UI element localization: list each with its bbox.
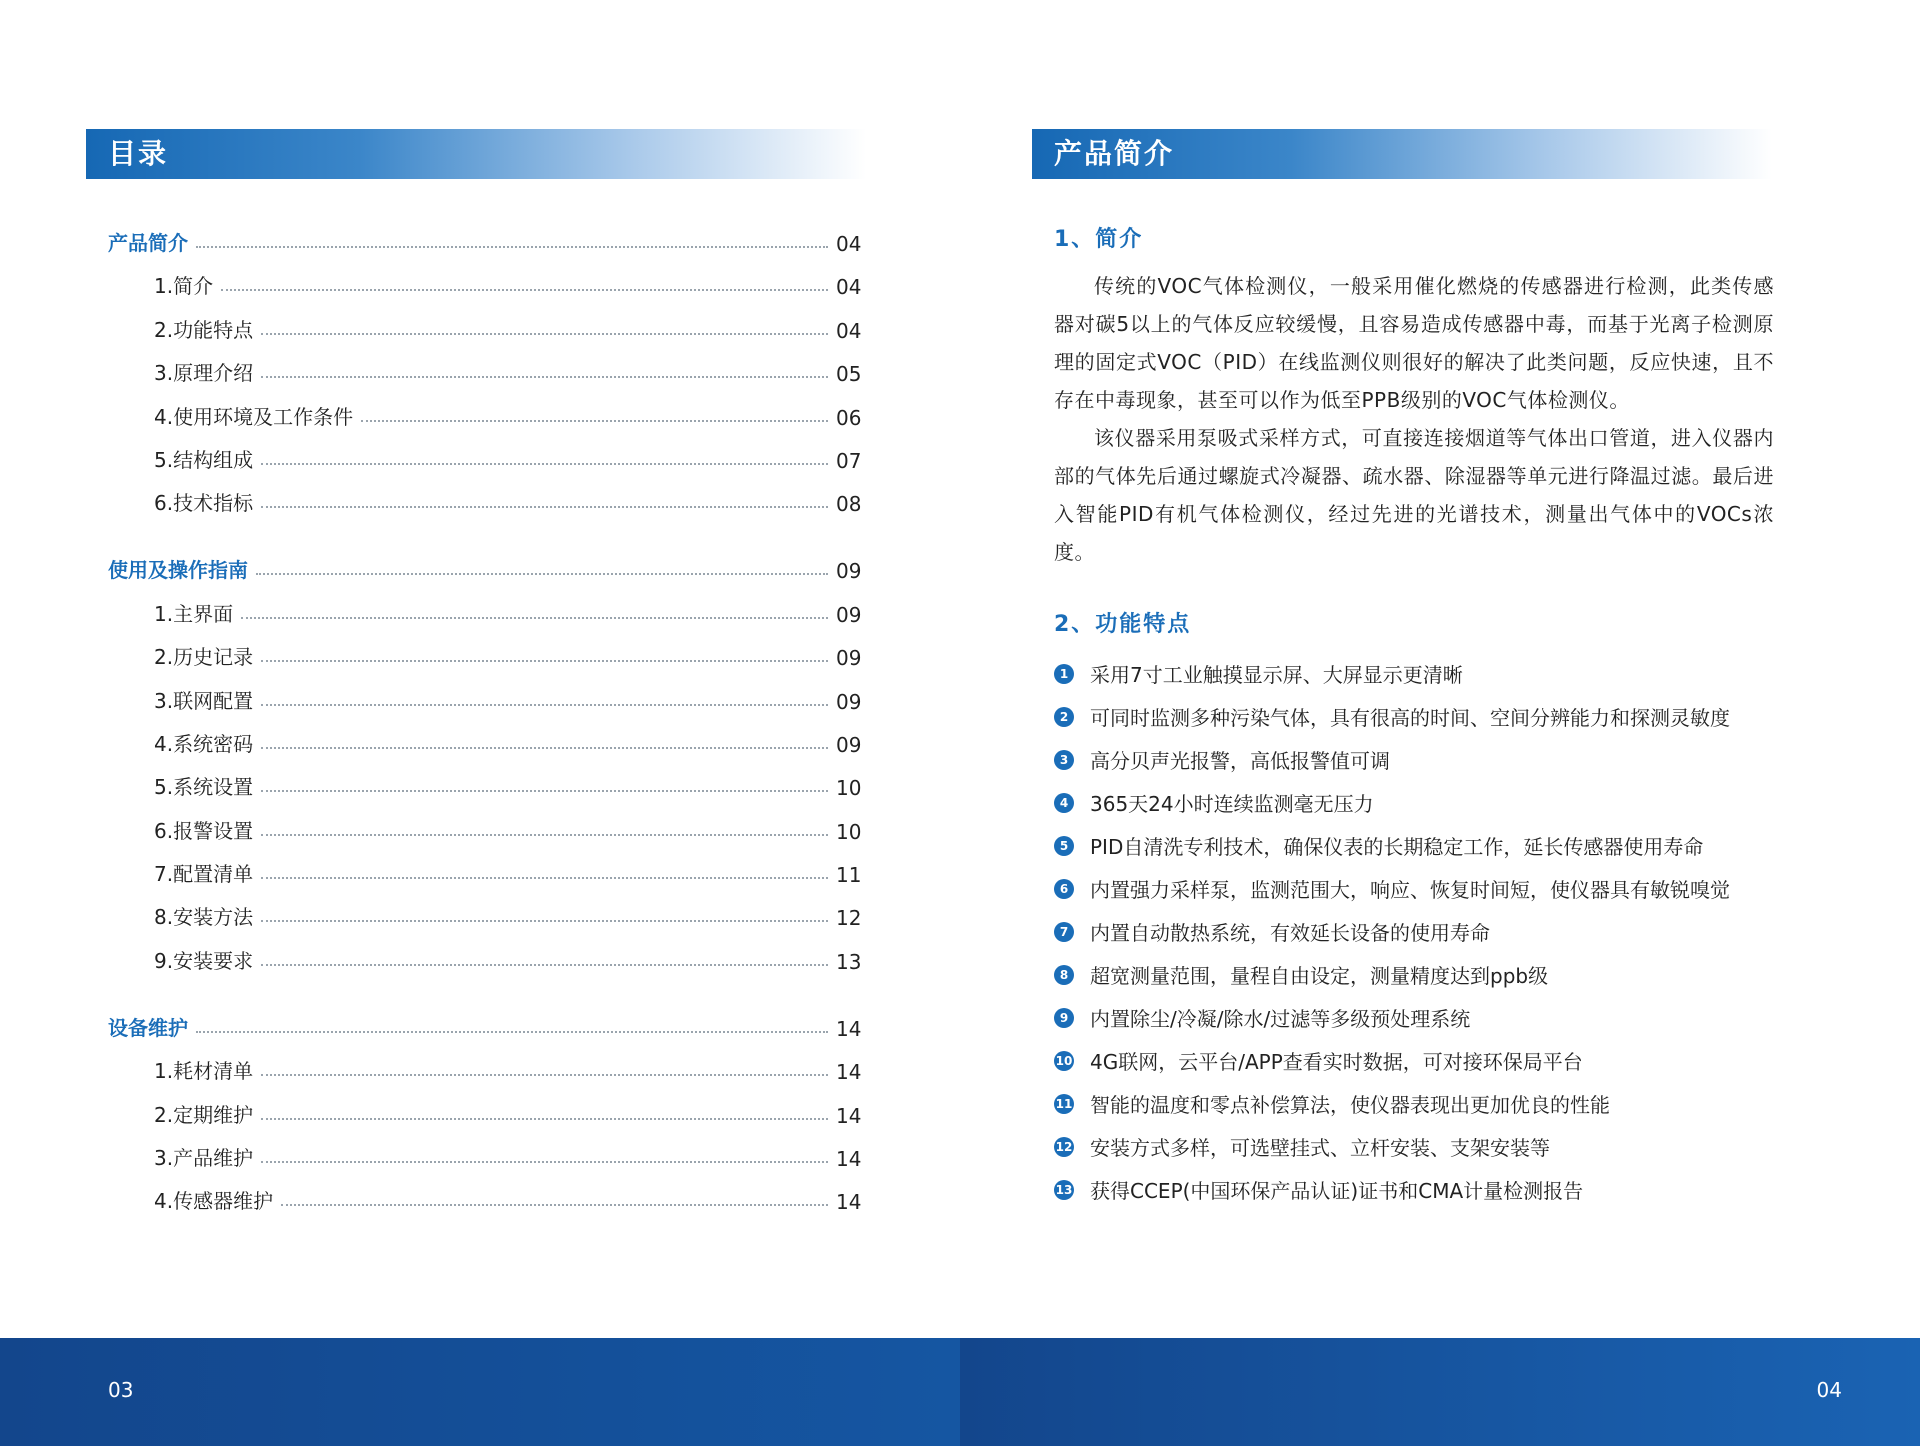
- intro-heading: 1、简介: [1054, 227, 1144, 252]
- toc-entry[interactable]: [108, 262, 866, 305]
- toc-entry[interactable]: [108, 1177, 866, 1220]
- toc-entry[interactable]: [108, 676, 866, 719]
- toc-entry[interactable]: [108, 479, 866, 522]
- toc-entry-page: 09: [836, 602, 862, 627]
- dotted-leader: [281, 1204, 828, 1206]
- toc-entry[interactable]: [108, 436, 866, 479]
- right-footer: [960, 1338, 1920, 1446]
- feature-item: [1054, 1125, 1774, 1168]
- toc-entry-page: 07: [836, 448, 862, 473]
- toc-entry-page: 09: [836, 732, 862, 757]
- toc-entry-page: 14: [836, 1016, 862, 1041]
- dotted-leader: [261, 333, 828, 335]
- feature-text: 可同时监测多种污染气体，具有很高的时间、空间分辨能力和探测灵敏度: [1090, 706, 1730, 730]
- right-page: [960, 0, 1920, 1446]
- dotted-leader: [261, 1074, 828, 1076]
- feature-item: [1054, 910, 1774, 953]
- toc-entry[interactable]: [108, 763, 866, 806]
- toc-entry[interactable]: [108, 589, 866, 632]
- toc-title: 目录: [86, 129, 866, 179]
- feature-text: 内置除尘/冷凝/除水/过滤等多级预处理系统: [1090, 1007, 1471, 1031]
- toc-section: [108, 1007, 866, 1221]
- dotted-leader: [261, 790, 828, 792]
- feature-text: 安装方式多样，可选壁挂式、立杆安装、支架安装等: [1090, 1136, 1550, 1160]
- feature-text: 超宽测量范围，量程自由设定，测量精度达到ppb级: [1090, 964, 1549, 988]
- number-badge-icon: 1: [1054, 664, 1074, 684]
- page-number: 04: [1816, 1378, 1842, 1402]
- feature-item: [1054, 1168, 1774, 1211]
- number-badge-icon: 12: [1054, 1137, 1074, 1157]
- feature-text: 获得CCEP(中国环保产品认证)证书和CMA计量检测报告: [1090, 1179, 1584, 1203]
- number-badge-icon: 6: [1054, 879, 1074, 899]
- dotted-leader: [261, 376, 828, 378]
- toc-entry-label: 3.联网配置: [154, 688, 254, 713]
- number-badge-icon: 11: [1054, 1094, 1074, 1114]
- toc-entry-page: 04: [836, 232, 862, 256]
- feature-list: [1054, 652, 1774, 1211]
- left-footer: [0, 1338, 960, 1446]
- toc-entry-page: 10: [836, 819, 862, 844]
- number-badge-icon: 3: [1054, 750, 1074, 770]
- product-intro-content: [1054, 222, 1774, 1211]
- dotted-leader: [261, 506, 828, 508]
- toc-entry-page: 14: [836, 1103, 862, 1128]
- feature-item: [1054, 1082, 1774, 1125]
- toc-entry-page: 14: [836, 1060, 862, 1085]
- dotted-leader: [261, 704, 828, 706]
- feature-item: [1054, 695, 1774, 738]
- toc-entry[interactable]: [108, 720, 866, 763]
- number-badge-icon: 2: [1054, 707, 1074, 727]
- number-badge-icon: 5: [1054, 836, 1074, 856]
- feature-item: [1054, 652, 1774, 695]
- dotted-leader: [261, 1118, 828, 1120]
- number-badge-icon: 13: [1054, 1180, 1074, 1200]
- feature-item: [1054, 738, 1774, 781]
- table-of-contents: [108, 222, 866, 1247]
- toc-entry-page: 06: [836, 405, 862, 430]
- feature-text: PID自清洗专利技术，确保仪表的长期稳定工作，延长传感器使用寿命: [1090, 835, 1704, 859]
- toc-entry-page: 10: [836, 776, 862, 801]
- toc-entry[interactable]: [108, 850, 866, 893]
- toc-section-heading[interactable]: [108, 549, 866, 589]
- toc-entry-label: 5.结构组成: [154, 447, 254, 472]
- toc-entry-page: 05: [836, 362, 862, 387]
- toc-entry[interactable]: [108, 392, 866, 435]
- toc-entry[interactable]: [108, 1090, 866, 1133]
- number-badge-icon: 4: [1054, 793, 1074, 813]
- number-badge-icon: 8: [1054, 965, 1074, 985]
- toc-entry-page: 09: [836, 689, 862, 714]
- toc-entry-label: 2.历史记录: [154, 645, 254, 670]
- toc-entry-label: 2.定期维护: [154, 1102, 254, 1127]
- toc-entry[interactable]: [108, 349, 866, 392]
- dotted-leader: [241, 617, 828, 619]
- toc-section-heading[interactable]: [108, 1007, 866, 1047]
- dotted-leader: [261, 834, 828, 836]
- dotted-leader: [261, 877, 828, 879]
- feature-text: 高分贝声光报警，高低报警值可调: [1090, 749, 1390, 773]
- feature-item: [1054, 1039, 1774, 1082]
- toc-section: [108, 222, 866, 522]
- toc-entry-page: 11: [836, 863, 862, 888]
- features-section: [1054, 607, 1774, 1211]
- toc-entry-page: 13: [836, 949, 862, 974]
- feature-item: [1054, 867, 1774, 910]
- toc-entry-label: 使用及操作指南: [108, 558, 248, 583]
- toc-entry-label: 9.安装要求: [154, 948, 254, 973]
- toc-entry-label: 产品简介: [108, 231, 188, 255]
- dotted-leader: [261, 747, 828, 749]
- toc-entry[interactable]: [108, 1047, 866, 1090]
- toc-entry-label: 1.简介: [154, 274, 214, 299]
- feature-text: 内置自动散热系统，有效延长设备的使用寿命: [1090, 921, 1490, 945]
- feature-text: 智能的温度和零点补偿算法，使仪器表现出更加优良的性能: [1090, 1093, 1610, 1117]
- dotted-leader: [256, 573, 828, 575]
- toc-entry-page: 14: [836, 1190, 862, 1215]
- feature-item: [1054, 996, 1774, 1039]
- toc-entry-page: 09: [836, 646, 862, 671]
- feature-item: [1054, 824, 1774, 867]
- dotted-leader: [361, 420, 828, 422]
- number-badge-icon: 10: [1054, 1051, 1074, 1071]
- toc-entry[interactable]: [108, 893, 866, 936]
- toc-entry[interactable]: [108, 305, 866, 348]
- toc-entry[interactable]: [108, 633, 866, 676]
- toc-entry-label: 4.使用环境及工作条件: [154, 404, 354, 429]
- dotted-leader: [261, 964, 828, 966]
- toc-entry[interactable]: [108, 806, 866, 849]
- toc-entry-label: 6.技术指标: [154, 491, 254, 516]
- feature-text: 内置强力采样泵，监测范围大，响应、恢复时间短，使仪器具有敏锐嗅觉: [1090, 878, 1730, 902]
- dotted-leader: [261, 660, 828, 662]
- intro-paragraph: 传统的VOC气体检测仪，一般采用催化燃烧的传感器进行检测，此类传感器对碳5以上的气体反应较缓慢，且容易造成传感器中毒，而基于光离子检测原理的固定式VOC（PID）在线监测仪则很好的解决了此类问题，反应快速，且不存在中毒现象，甚至可以作为低至PPB级别的VOC气体检测仪。: [1054, 274, 1774, 412]
- intro-paragraph: 该仪器采用泵吸式采样方式，可直接连接烟道等气体出口管道，进入仪器内部的气体先后通过螺旋式冷凝器、疏水器、除湿器等单元进行降温过滤。最后进入智能PID有机气体检测仪，经过先进的光谱技术，测量出气体中的VOCs浓度。: [1054, 426, 1774, 564]
- toc-entry-label: 8.安装方法: [154, 905, 254, 930]
- dotted-leader: [196, 1031, 828, 1033]
- toc-entry-label: 7.配置清单: [154, 862, 254, 887]
- dotted-leader: [261, 463, 828, 465]
- toc-entry-page: 09: [836, 559, 862, 584]
- toc-entry-label: 2.功能特点: [154, 317, 254, 342]
- dotted-leader: [261, 1161, 828, 1163]
- number-badge-icon: 9: [1054, 1008, 1074, 1028]
- feature-text: 365天24小时连续监测毫无压力: [1090, 792, 1374, 816]
- toc-entry-label: 设备维护: [108, 1015, 188, 1040]
- page-number: 03: [108, 1378, 134, 1402]
- toc-section: [108, 549, 866, 980]
- toc-section-heading[interactable]: [108, 222, 866, 262]
- toc-entry[interactable]: [108, 936, 866, 979]
- toc-entry-page: 12: [836, 906, 862, 931]
- feature-text: 采用7寸工业触摸显示屏、大屏显示更清晰: [1090, 663, 1463, 687]
- dotted-leader: [261, 920, 828, 922]
- section-title: 产品简介: [1032, 129, 1772, 179]
- features-heading: 2、功能特点: [1054, 612, 1192, 637]
- toc-entry-label: 4.系统密码: [154, 731, 254, 756]
- feature-text: 4G联网，云平台/APP查看实时数据，可对接环保局平台: [1090, 1050, 1583, 1074]
- toc-entry-label: 5.系统设置: [154, 775, 254, 800]
- feature-item: [1054, 781, 1774, 824]
- toc-entry-page: 04: [836, 318, 862, 343]
- dotted-leader: [221, 289, 828, 291]
- number-badge-icon: 7: [1054, 922, 1074, 942]
- toc-entry-label: 3.产品维护: [154, 1146, 254, 1171]
- dotted-leader: [196, 246, 828, 248]
- toc-entry[interactable]: [108, 1134, 866, 1177]
- toc-entry-label: 1.耗材清单: [154, 1059, 254, 1084]
- toc-entry-page: 08: [836, 492, 862, 517]
- toc-entry-page: 14: [836, 1147, 862, 1172]
- feature-item: [1054, 953, 1774, 996]
- toc-entry-label: 4.传感器维护: [154, 1189, 274, 1214]
- toc-entry-label: 6.报警设置: [154, 818, 254, 843]
- toc-entry-label: 3.原理介绍: [154, 361, 254, 386]
- toc-entry-page: 04: [836, 275, 862, 300]
- toc-entry-label: 1.主界面: [154, 601, 234, 626]
